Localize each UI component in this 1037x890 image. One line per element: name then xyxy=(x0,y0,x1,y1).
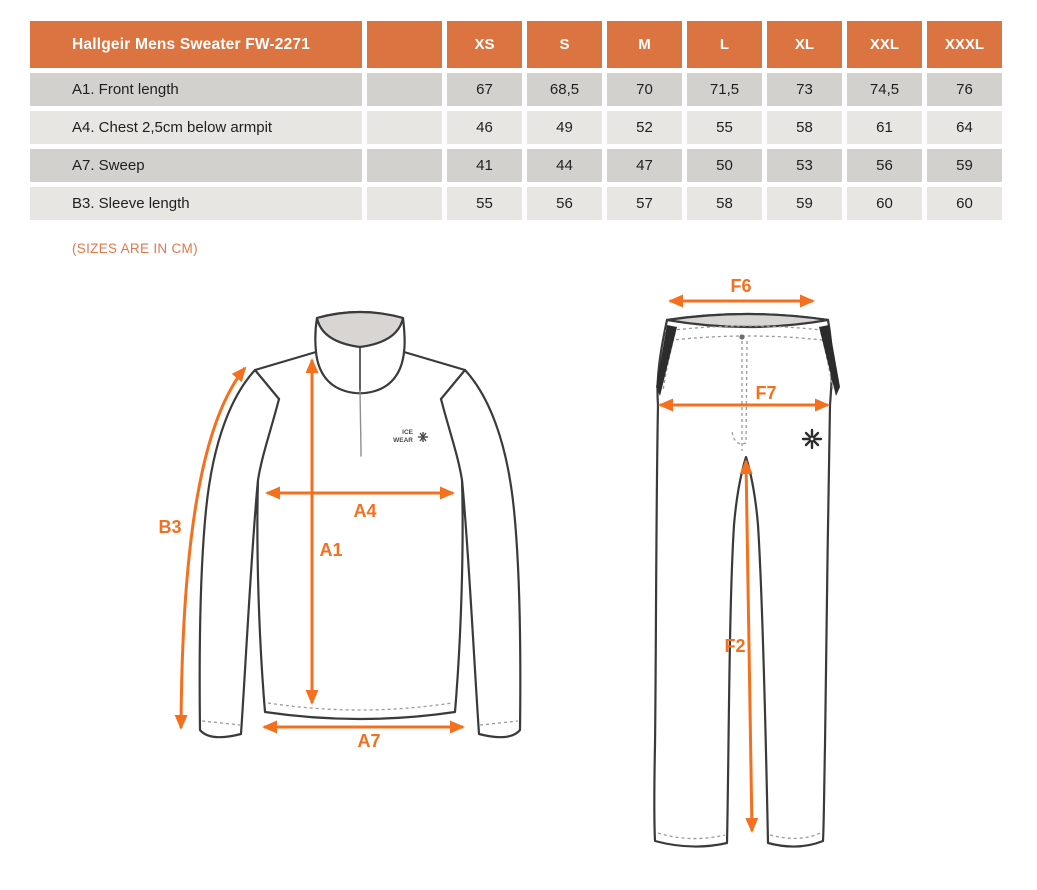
cell-value: 55 xyxy=(687,111,762,144)
table-title: Hallgeir Mens Sweater FW-2271 xyxy=(30,21,362,68)
cell-value: 44 xyxy=(527,149,602,182)
col-header-s: S xyxy=(527,21,602,68)
waist-button xyxy=(739,334,744,339)
cell-value: 49 xyxy=(527,111,602,144)
cell-value: 46 xyxy=(447,111,522,144)
label-f6: F6 xyxy=(730,276,752,296)
col-header-xl: XL xyxy=(767,21,842,68)
cell-value: 60 xyxy=(927,187,1002,220)
snowflake-icon xyxy=(803,430,821,448)
cell-value: 64 xyxy=(927,111,1002,144)
row-label: A4. Chest 2,5cm below armpit xyxy=(30,111,362,144)
sizes-in-cm-note: (SIZES ARE IN CM) xyxy=(72,241,198,256)
cell-value: 57 xyxy=(607,187,682,220)
logo-text-wear: WEAR xyxy=(393,437,413,444)
cell-value: 52 xyxy=(607,111,682,144)
label-f7: F7 xyxy=(755,383,777,403)
label-b3: B3 xyxy=(158,517,182,537)
row-spacer-cell xyxy=(367,149,442,182)
cell-value: 53 xyxy=(767,149,842,182)
pants-silhouette xyxy=(654,314,832,847)
cell-value: 68,5 xyxy=(527,73,602,106)
cell-value: 59 xyxy=(767,187,842,220)
label-f2: F2 xyxy=(724,636,746,656)
sweater-measurement-diagram xyxy=(140,290,560,770)
cell-value: 41 xyxy=(447,149,522,182)
col-header-xs: XS xyxy=(447,21,522,68)
label-a4: A4 xyxy=(353,501,377,521)
cell-value: 70 xyxy=(607,73,682,106)
header-spacer-cell xyxy=(367,21,442,68)
label-a7: A7 xyxy=(357,731,381,751)
cell-value: 67 xyxy=(447,73,522,106)
row-label: A1. Front length xyxy=(30,73,362,106)
col-header-xxxl: XXXL xyxy=(927,21,1002,68)
cell-value: 56 xyxy=(527,187,602,220)
logo-text-ice: ICE xyxy=(402,429,413,436)
zipper-front-line xyxy=(360,391,361,450)
row-label: B3. Sleeve length xyxy=(30,187,362,220)
table-row-sweep xyxy=(30,149,1002,182)
cell-value: 76 xyxy=(927,73,1002,106)
col-header-xxl: XXL xyxy=(847,21,922,68)
cell-value: 47 xyxy=(607,149,682,182)
cell-value: 71,5 xyxy=(687,73,762,106)
cell-value: 58 xyxy=(687,187,762,220)
row-spacer-cell xyxy=(367,111,442,144)
cell-value: 50 xyxy=(687,149,762,182)
table-header-row xyxy=(30,21,1002,68)
label-a1: A1 xyxy=(319,540,343,560)
cell-value: 58 xyxy=(767,111,842,144)
cell-value: 60 xyxy=(847,187,922,220)
cell-value: 59 xyxy=(927,149,1002,182)
table-row-chest xyxy=(30,111,1002,144)
cell-value: 74,5 xyxy=(847,73,922,106)
cell-value: 56 xyxy=(847,149,922,182)
col-header-l: L xyxy=(687,21,762,68)
row-spacer-cell xyxy=(367,187,442,220)
arrow-f2-inseam xyxy=(746,461,752,831)
size-table xyxy=(25,16,1007,225)
col-header-m: M xyxy=(607,21,682,68)
row-label: A7. Sweep xyxy=(30,149,362,182)
table-row-sleeve-length xyxy=(30,187,1002,220)
row-spacer-cell xyxy=(367,73,442,106)
cell-value: 73 xyxy=(767,73,842,106)
pants-measurement-diagram xyxy=(630,275,870,880)
cell-value: 61 xyxy=(847,111,922,144)
table-row-front-length xyxy=(30,73,1002,106)
cell-value: 55 xyxy=(447,187,522,220)
